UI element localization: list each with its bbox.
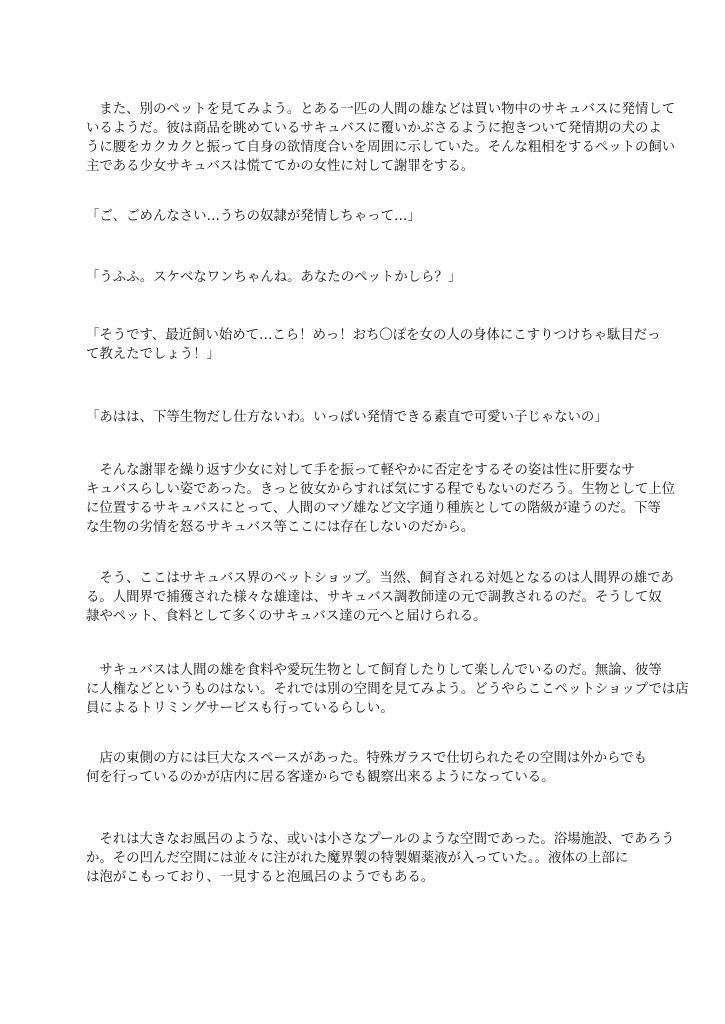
text-line: 店の東側の方には巨大なスペースがあった。特殊ガラスで仕切られたその空間は外からでも <box>86 751 648 766</box>
text-line: サキュバスは人間の雄を食料や愛玩生物として飼育したりして楽しんでいるのだ。無論、彼等 <box>86 663 662 678</box>
text-line: 主である少女サキュバスは慌ててかの女性に対して謝罪をする。 <box>86 159 475 174</box>
narration-paragraph <box>86 100 676 176</box>
text-line: 隷やペット、食料として多くのサキュバス達の元へと届けられる。 <box>86 609 487 624</box>
text-line: うに腰をカクカクと振って自身の欲情度合いを周囲に示していた。そんな粗相をするペットの飼い <box>86 140 676 155</box>
narration-paragraph <box>86 830 675 887</box>
text-line: 「あはは、下等生物だし仕方ないわ。いっぱい発情できる素直で可愛い子じゃないの」 <box>86 410 608 425</box>
text-line: て教えたでしょう！」 <box>86 347 220 362</box>
text-line: 員によるトリミングサービスも行っているらしい。 <box>86 701 394 716</box>
text-line: それは大きなお風呂のような、或いは小さなプールのような空間であった。浴場施設、であろう <box>86 832 675 847</box>
text-line: る。人間界で捕獲された様々な雄達は、サキュバス調教師達の元で調教されるのだ。そうして奴 <box>86 590 662 605</box>
narration-paragraph <box>86 461 676 537</box>
text-line: 「うふふ。スケベなワンちゃんね。あなたのペットかしら？」 <box>86 270 462 285</box>
text-line: に位置するサキュバスにとって、人間のマゾ雄など文字通り種族としての階級が違うのだ。下等 <box>86 501 661 516</box>
dialogue-line <box>86 408 646 427</box>
narration-paragraph <box>86 749 646 787</box>
text-line: な生物の劣情を怒るサキュバス等ここには存在しないのだから。 <box>86 520 475 535</box>
dialogue-line <box>86 207 646 226</box>
text-line: そんな謝罪を繰り返す少女に対して手を振って軽やかに否定をするその姿は性に肝要なサ <box>86 463 636 478</box>
text-line: 「そうです、最近飼い始めて…こら！めっ！おち〇ぽを女の人の身体にこすりつけちゃ駄目だっ <box>86 328 661 343</box>
text-line: か。その凹んだ空間には並々に注がれた魔界製の特製媚薬液が入っていた。。液体の上部に <box>86 851 629 866</box>
text-line: そう、ここはサキュバス界のペットショップ。当然、飼育される対処となるのは人間界の雄であ <box>86 571 674 586</box>
text-line: に人権などというものはない。それでは別の空間を見てみよう。どうやらここペットショップでは店 <box>86 682 689 697</box>
text-line: また、別のペットを見てみよう。とある一匹の人間の雄などは買い物中のサキュバスに発情して <box>86 102 676 117</box>
text-line: 「ご、ごめんなさい…うちの奴隷が発情しちゃって…」 <box>86 209 421 224</box>
text-line: キュバスらしい姿であった。きっと彼女からすれば気にする程でもないのだろう。生物として上位 <box>86 482 676 497</box>
narration-paragraph <box>86 569 674 626</box>
dialogue-line <box>86 268 646 287</box>
text-line: は泡がこもっており、一見すると泡風呂のようでもある。 <box>86 870 435 885</box>
text-line: いるようだ。彼は商品を眺めているサキュバスに覆いかぶさるように抱きついて発情期の犬のよ <box>86 121 662 136</box>
narration-paragraph <box>86 661 689 718</box>
text-line: 何を行っているのかが店内に居る客達からでも観察出来るようになっている。 <box>86 770 555 785</box>
dialogue-line <box>86 326 661 364</box>
